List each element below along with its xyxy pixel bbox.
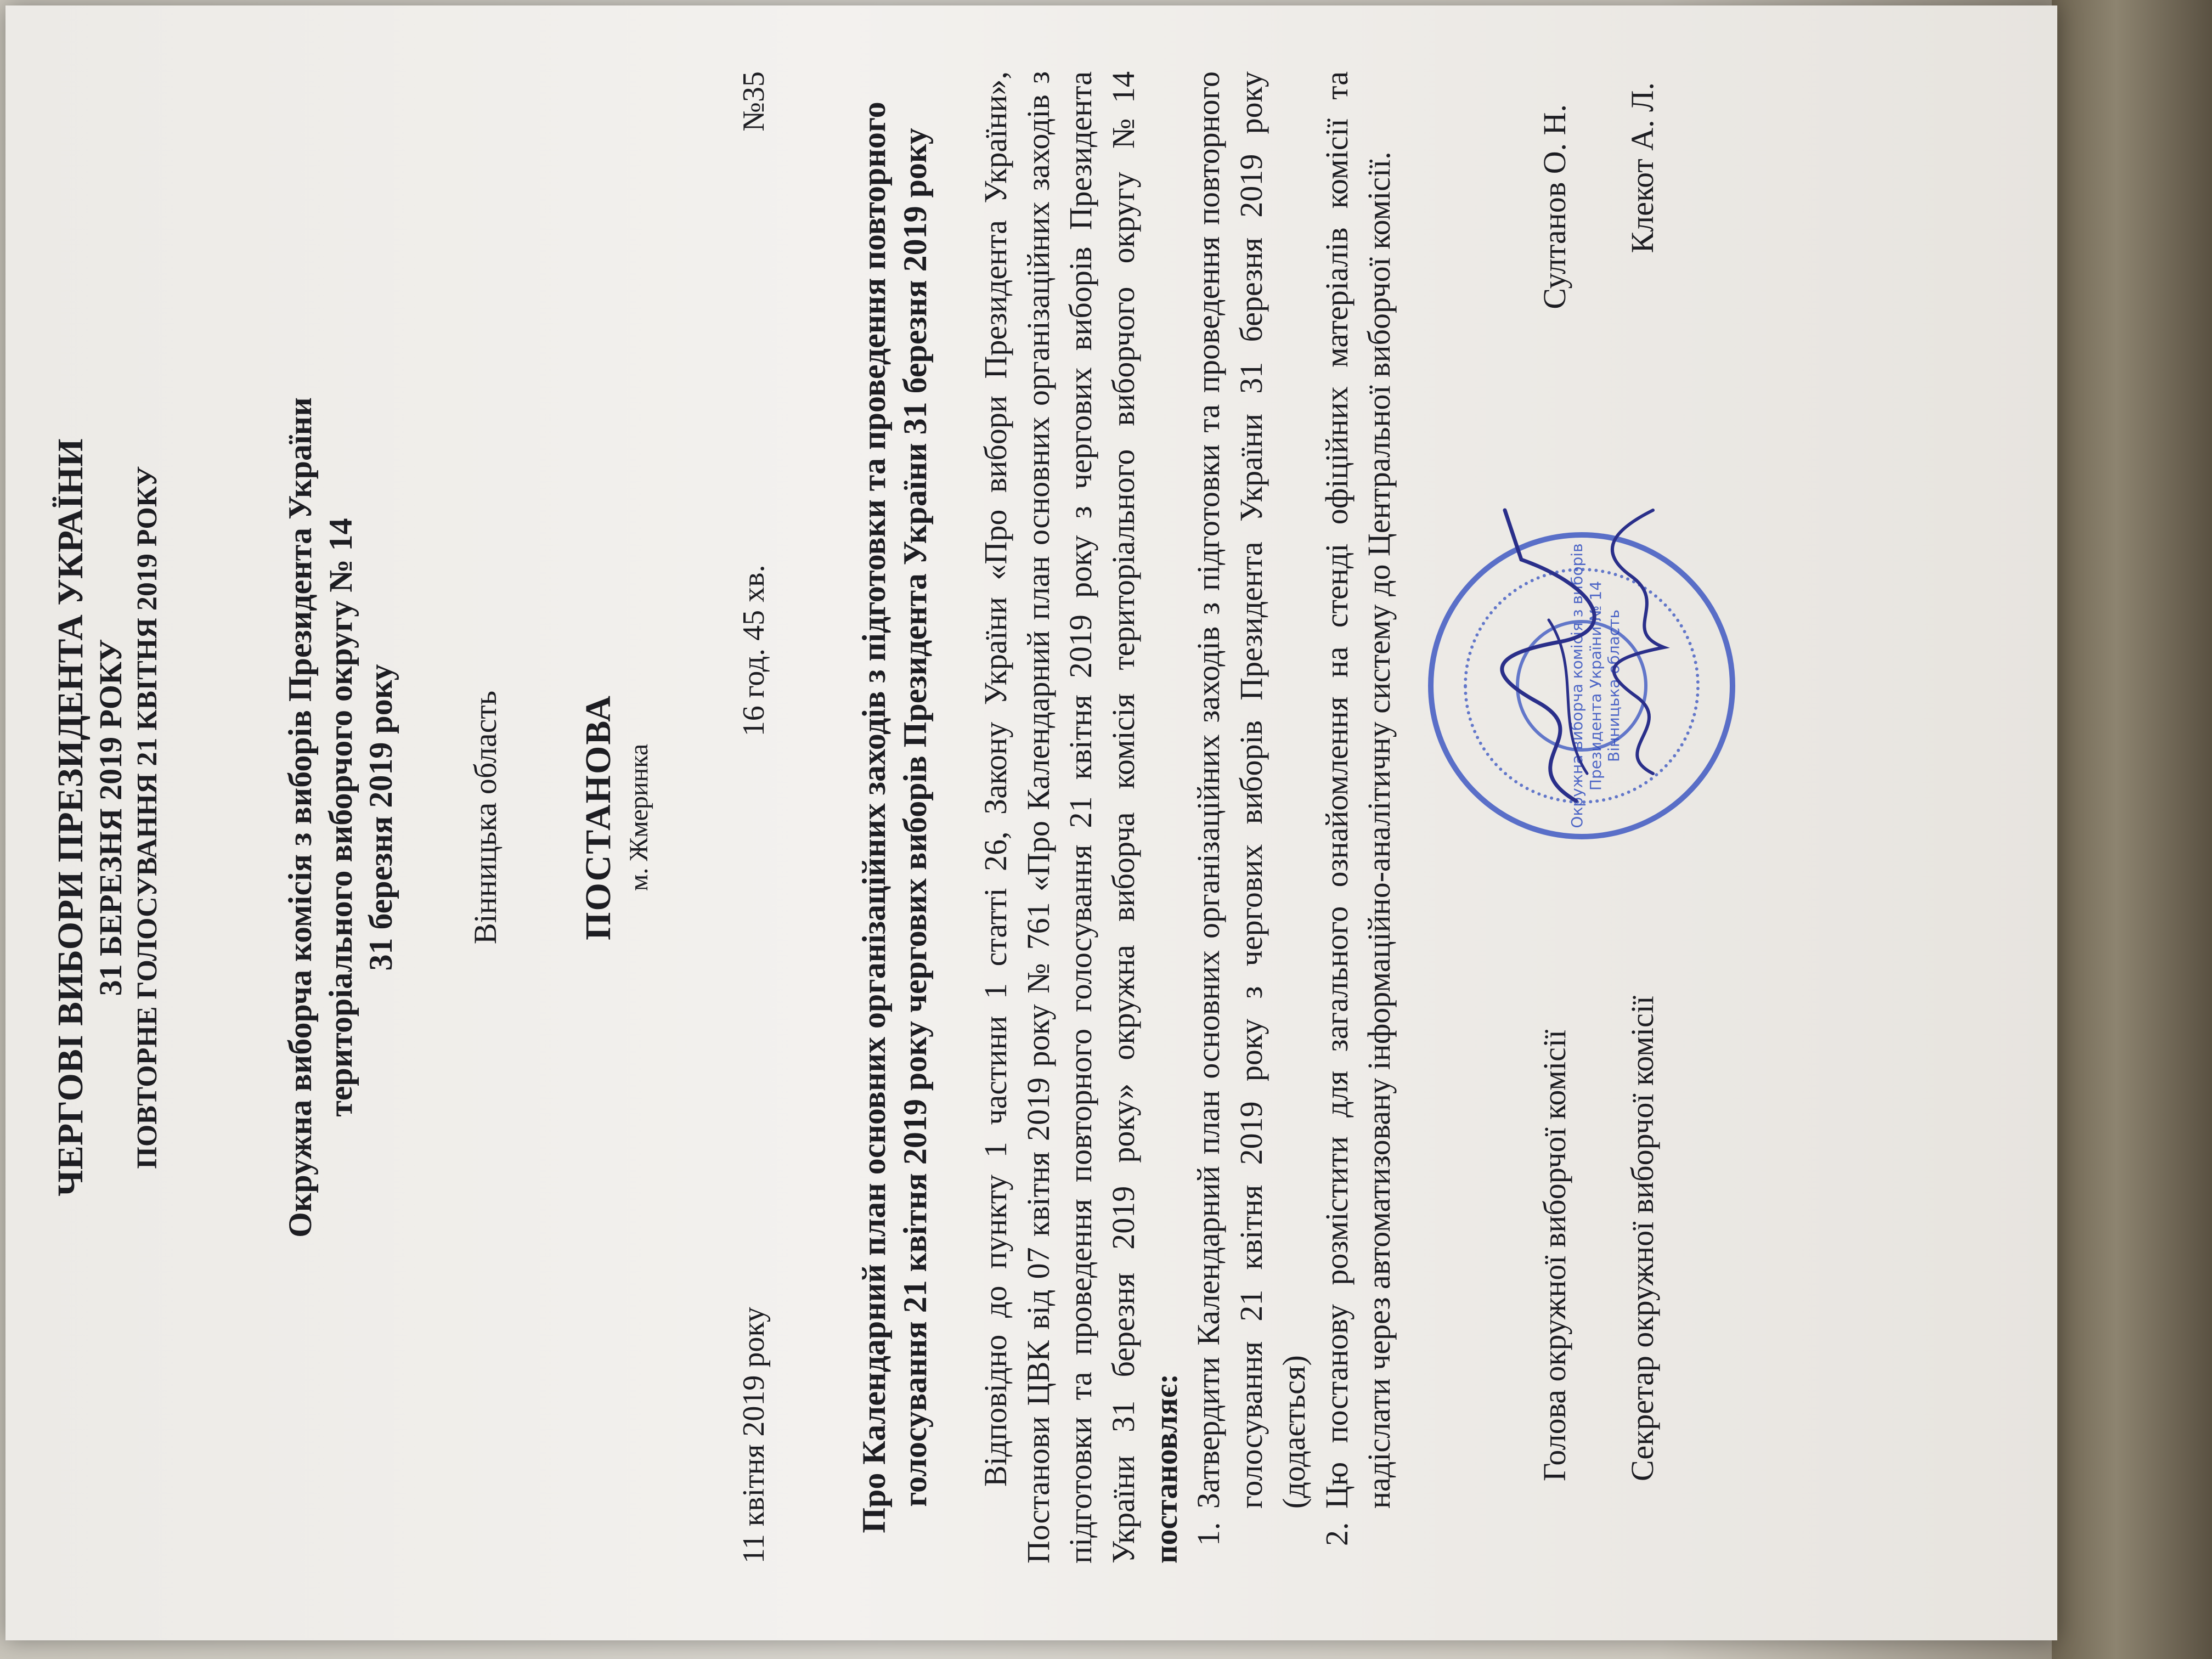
document-type: ПОСТАНОВА [578, 695, 618, 940]
preamble-paragraph [974, 71, 1188, 1564]
preamble-text: Відповідно до пункту 1 частини 1 статті 26, Закону України «Про вибори Президента України», Постанови ЦВК від 07 квітня 2019 року № 761 «Про Календарний план основних організаційних заходів з підготовки та проведення повторного голосування 21 квітня 2019 року з чергових виборів Президента України 31 березня 2019 року» окружна виборча комісія територіального виборчого округу №14 [977, 71, 1142, 1564]
head-title: Голова окружної виборчої комісії [1536, 1029, 1572, 1481]
commission-line-3: 31 березня 2019 року [362, 664, 399, 971]
stamp-text: Окружна виборча комісія з виборів Президента України № 14 Вінницька область [1568, 543, 1623, 828]
document-date: 11 квітня 2019 року [736, 1307, 771, 1564]
document-number: №35 [736, 71, 771, 132]
document-meta [736, 71, 771, 1564]
resolves-word: постановляє: [1148, 1373, 1184, 1564]
resolution-item-2: 2. Цю постанову розмістити для загального ознайомлення на стенді офіційних матеріалів комісії та надіслати через автоматизовану інформаційно-аналітичну систему до Центральної виборчої комісії. [1316, 71, 1401, 1514]
secretary-title: Секретар окружної виборчої комісії [1624, 996, 1660, 1481]
signature-block [1510, 71, 1686, 1564]
region-name: Вінницька область [467, 690, 503, 945]
document-page [5, 5, 2057, 1640]
document-subject: Про Календарний план основних організаційних заходів з підготовки та проведення повторного голосування 21 квітня 2019 року чергових виборів Президента України 31 березня 2019 року [855, 101, 933, 1533]
resolution-item-1: 1. Затвердити Календарний план основних організаційних заходів з підготовки та проведення повторного голосування 21 квітня 2019 року з чергових виборів Президента України 31 березня 2019 року (додається) [1187, 71, 1315, 1514]
commission-name [280, 71, 401, 1564]
header-line-1: ЧЕРГОВІ ВИБОРИ ПРЕЗИДЕНТА УКРАЇНИ [50, 438, 91, 1197]
resolution-items [1187, 71, 1401, 1564]
commission-line-2: територіального виборчого округу № 14 [322, 518, 359, 1117]
city-name: м. Жмеринка [624, 743, 653, 891]
header-line-2: 31 БЕРЕЗНЯ 2019 РОКУ [92, 639, 128, 996]
document-time: 16 год. 45 хв. [736, 565, 771, 737]
commission-line-1: Окружна виборча комісія з виборів Президента України [282, 397, 319, 1238]
commission-stamp [1428, 532, 1735, 839]
head-name: Султанов О. Н. [1536, 104, 1572, 309]
election-header [49, 71, 165, 1564]
secretary-name: Клекот А. Л. [1624, 82, 1660, 253]
header-line-3: ПОВТОРНЕ ГОЛОСУВАННЯ 21 КВІТНЯ 2019 РОКУ [132, 466, 163, 1169]
